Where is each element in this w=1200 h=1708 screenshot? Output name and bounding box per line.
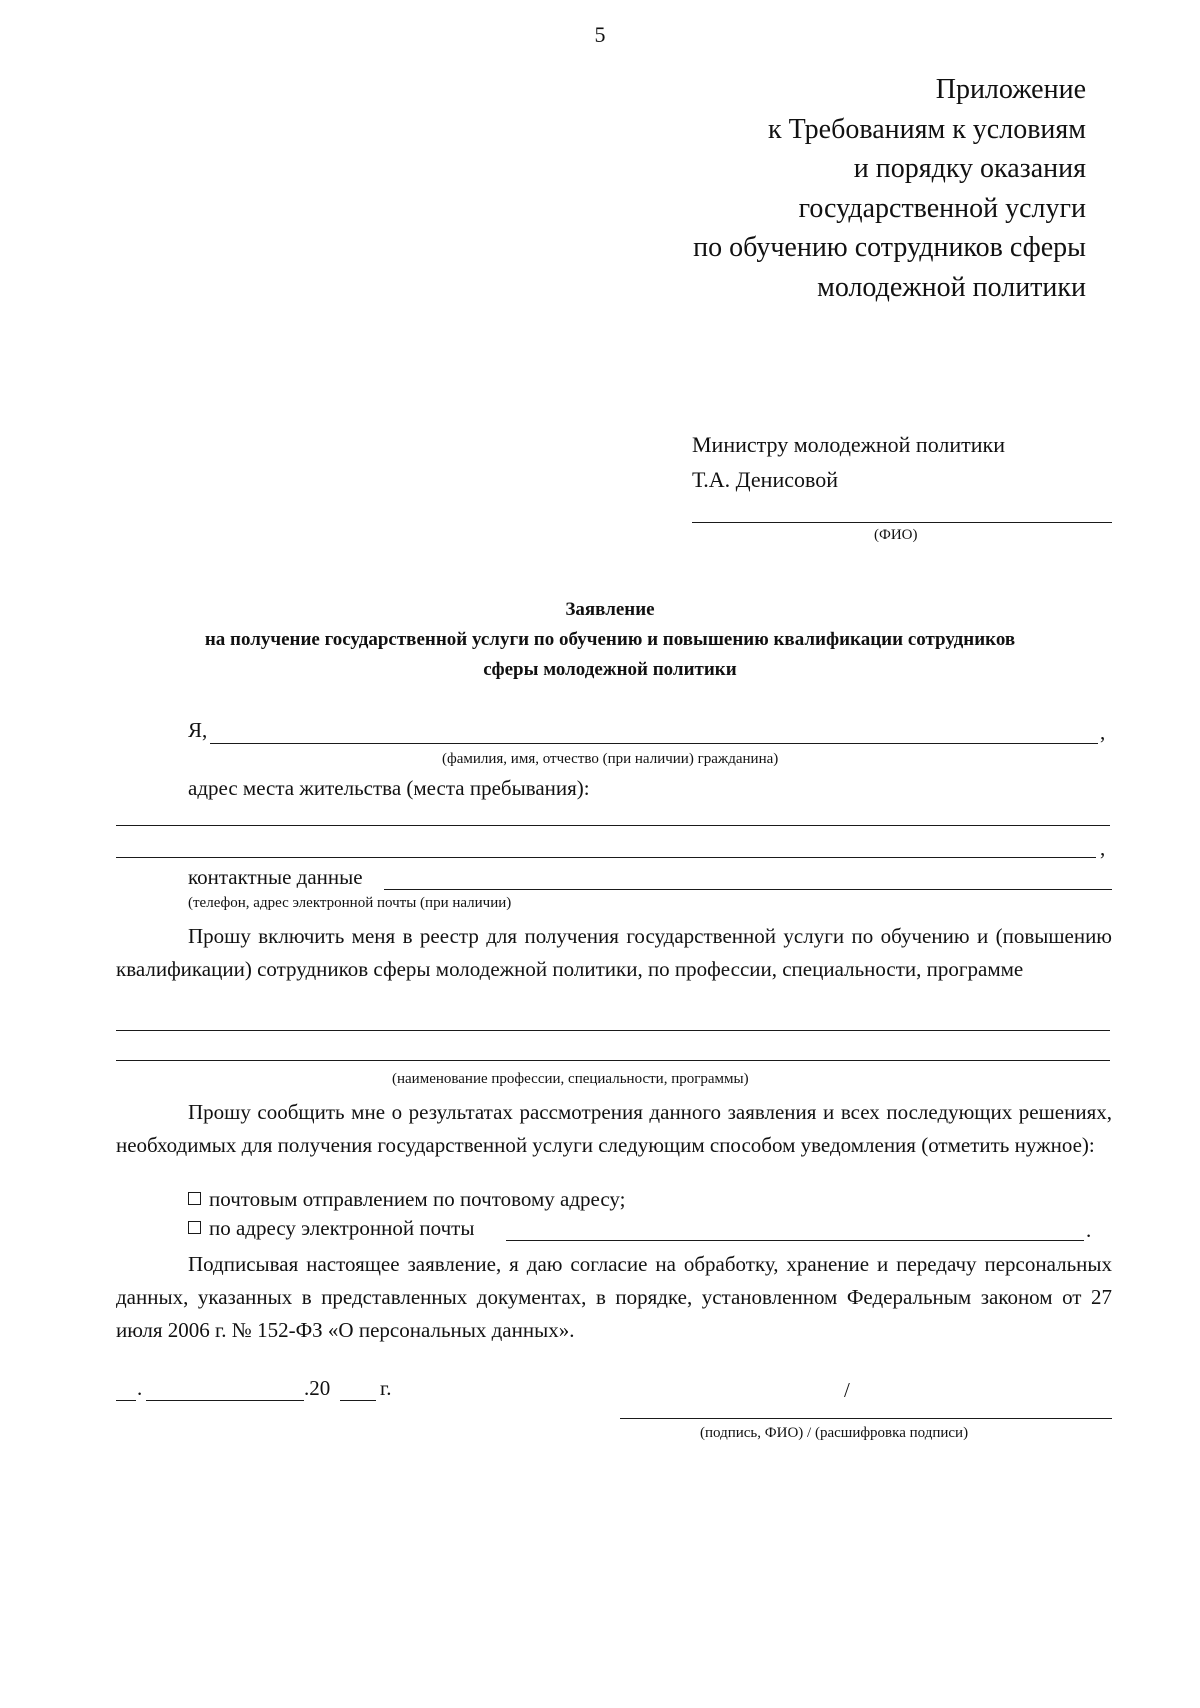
name-caption: (фамилия, имя, отчество (при наличии) гражданина): [442, 751, 779, 767]
period: .: [1086, 1218, 1092, 1242]
appendix-header: [693, 70, 1086, 307]
ya-label: Я,: [188, 718, 208, 742]
signature-caption: (подпись, ФИО) / (расшифровка подписи): [700, 1425, 969, 1441]
fio-caption: (ФИО): [874, 527, 918, 543]
option-post-label: почтовым отправлением по почтовому адресу;: [209, 1187, 626, 1211]
appendix-line: к Требованиям к условиям: [768, 113, 1086, 145]
notify-text: Прошу сообщить мне о результатах рассмотрения данного заявления и всех последующих решениях, необходимых для получения государственной услуги следующим способом уведомления (отметить нужное):: [116, 1100, 1112, 1157]
appendix-line: Приложение: [935, 74, 1086, 105]
comma: ,: [1100, 720, 1106, 744]
applicant-name-line[interactable]: [210, 743, 1098, 744]
date-year-prefix: .20: [304, 1376, 331, 1400]
profession-caption: (наименование профессии, специальности, программы): [392, 1071, 749, 1087]
request-paragraph: [116, 920, 1112, 986]
addressee-position: Министру молодежной политики: [692, 432, 1006, 457]
page-number: 5: [594, 22, 606, 47]
application-title: [110, 595, 1110, 685]
checkbox[interactable]: [188, 1221, 201, 1234]
option-email-label: по адресу электронной почты: [209, 1216, 475, 1240]
title-line: на получение государственной услуги по обучению и повышению квалификации сотрудников: [204, 629, 1016, 650]
date-month-line[interactable]: [146, 1400, 304, 1401]
signature-slash: /: [844, 1378, 850, 1402]
date-suffix: г.: [380, 1376, 392, 1400]
consent-paragraph: [116, 1248, 1112, 1347]
address-label: адрес места жительства (места пребывания):: [188, 776, 590, 800]
address-line[interactable]: [116, 857, 1096, 858]
title-line: сферы молодежной политики: [483, 659, 737, 680]
comma: ,: [1100, 836, 1106, 860]
address-line[interactable]: [116, 825, 1110, 826]
addressee-block: [692, 427, 1005, 497]
consent-text: Подписывая настоящее заявление, я даю согласие на обработку, хранение и передачу персональных данных, указанных в представленных документах, в порядке, установленном Федеральным законом от 27 июля 2006 г. № 152-ФЗ «О персональных данных».: [116, 1252, 1112, 1342]
contact-label: контактные данные: [188, 865, 363, 889]
date-dot: .: [137, 1376, 143, 1400]
profession-line[interactable]: [116, 1060, 1110, 1061]
profession-line[interactable]: [116, 1030, 1110, 1031]
addressee-name: Т.А. Денисовой: [692, 467, 838, 492]
signature-line[interactable]: [620, 1418, 1112, 1419]
appendix-line: молодежной политики: [817, 271, 1086, 303]
applicant-fio-line[interactable]: [692, 522, 1112, 523]
contact-line[interactable]: [384, 889, 1112, 890]
email-line[interactable]: [506, 1240, 1084, 1241]
appendix-line: государственной услуги: [798, 192, 1086, 224]
option-email[interactable]: [188, 1216, 474, 1241]
date-day-line[interactable]: [116, 1400, 136, 1401]
request-text: Прошу включить меня в реестр для получения государственной услуги по обучению и (повышению квалификации) сотрудников сферы молодежной политики, по профессии, специальности, программе: [116, 924, 1112, 981]
checkbox[interactable]: [188, 1192, 201, 1205]
appendix-line: по обучению сотрудников сферы: [693, 232, 1086, 263]
option-post[interactable]: [188, 1187, 625, 1212]
title-heading: Заявление: [565, 599, 655, 620]
date-year-line[interactable]: [340, 1400, 376, 1401]
contact-caption: (телефон, адрес электронной почты (при наличии): [188, 895, 512, 911]
appendix-line: и порядку оказания: [853, 153, 1086, 184]
notify-paragraph: [116, 1096, 1112, 1162]
